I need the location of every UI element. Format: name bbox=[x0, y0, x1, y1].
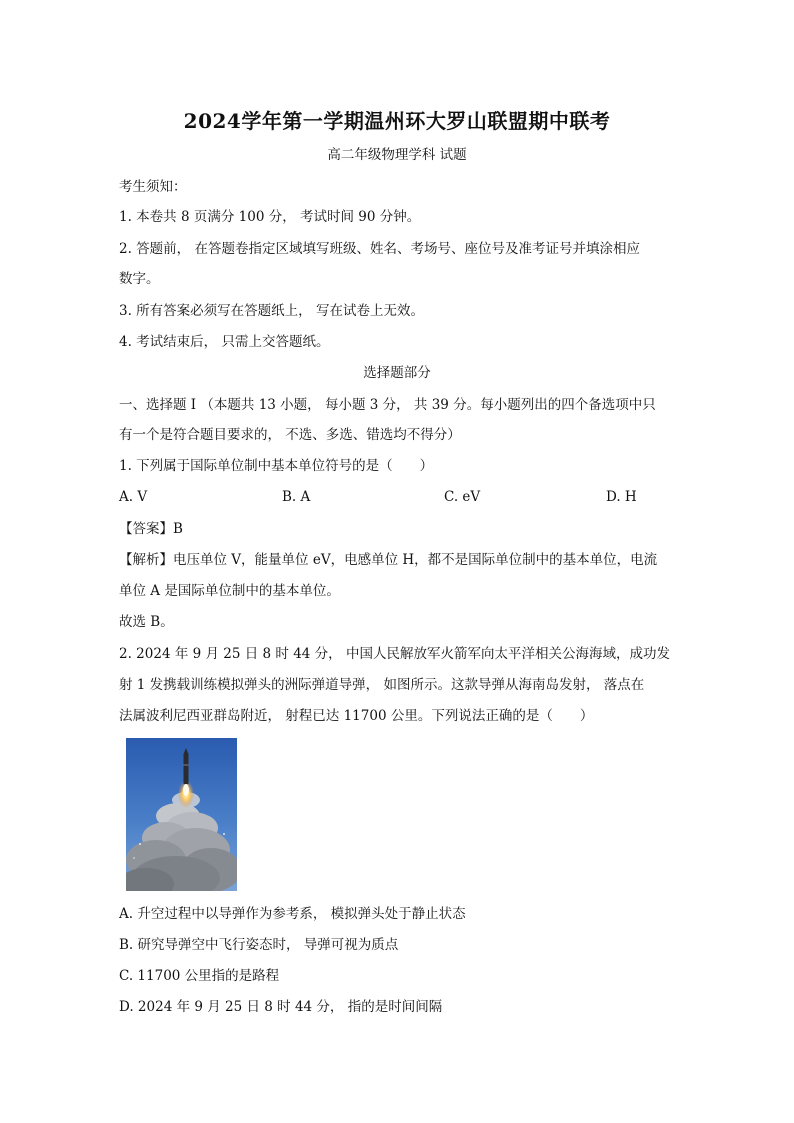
exam-title: 2024学年第一学期温州环大罗山联盟期中联考 bbox=[183, 109, 611, 133]
question-1-analysis: 【解析】电压单位 V，能量单位 eV，电感单位 H，都不是国际单位制中的基本单位，电流 bbox=[119, 552, 658, 568]
question-1-option-d: D. H bbox=[606, 489, 637, 505]
notice-item: 1. 本卷共 8 页满分 100 分， 考试时间 90 分钟。 bbox=[119, 209, 421, 225]
missile-launch-photo bbox=[126, 738, 237, 891]
question-2-option-d: D. 2024 年 9 月 25 日 8 时 44 分， 指的是时间间隔 bbox=[119, 999, 443, 1015]
notice-item: 2. 答题前， 在答题卷指定区域填写班级、姓名、考场号、座位号及准考证号并填涂相应 bbox=[119, 241, 640, 257]
question-2-option-c: C. 11700 公里指的是路程 bbox=[119, 968, 280, 984]
notice-heading: 考生须知： bbox=[119, 179, 187, 195]
notice-item: 4. 考试结束后， 只需上交答题纸。 bbox=[119, 334, 330, 350]
question-2-stem: 2. 2024 年 9 月 25 日 8 时 44 分， 中国人民解放军火箭军向太平洋相关公海海域，成功发 bbox=[119, 646, 670, 662]
question-1-answer: 【答案】B bbox=[119, 521, 183, 537]
question-1-option-c: C. eV bbox=[444, 489, 481, 505]
exam-subtitle: 高二年级物理学科 试题 bbox=[327, 147, 467, 163]
question-1-option-b: B. A bbox=[282, 489, 311, 505]
question-2-stem: 法属波利尼西亚群岛附近， 射程已达 11700 公里。下列说法正确的是（ ） bbox=[119, 708, 594, 724]
question-1-stem: 1. 下列属于国际单位制中基本单位符号的是（ ） bbox=[119, 458, 434, 474]
section-instruction: 有一个是符合题目要求的， 不选、多选、错选均不得分） bbox=[119, 427, 461, 443]
question-2-stem: 射 1 发携载训练模拟弹头的洲际弹道导弹， 如图所示。这款导弹从海南岛发射， 落点在 bbox=[119, 677, 645, 693]
section-heading: 选择题部分 bbox=[363, 365, 431, 381]
notice-item: 3. 所有答案必须写在答题纸上， 写在试卷上无效。 bbox=[119, 303, 424, 319]
question-1-option-a: A. V bbox=[119, 489, 148, 505]
notice-item: 数字。 bbox=[119, 271, 160, 287]
section-instruction: 一、选择题 I （本题共 13 小题， 每小题 3 分， 共 39 分。每小题列出的四个备选项中只 bbox=[119, 397, 656, 413]
question-2-option-b: B. 研究导弹空中飞行姿态时， 导弹可视为质点 bbox=[119, 937, 399, 953]
question-2-option-a: A. 升空过程中以导弹作为参考系， 模拟弹头处于静止状态 bbox=[119, 906, 466, 922]
question-1-analysis: 故选 B。 bbox=[119, 614, 174, 630]
question-1-analysis: 单位 A 是国际单位制中的基本单位。 bbox=[119, 583, 340, 599]
